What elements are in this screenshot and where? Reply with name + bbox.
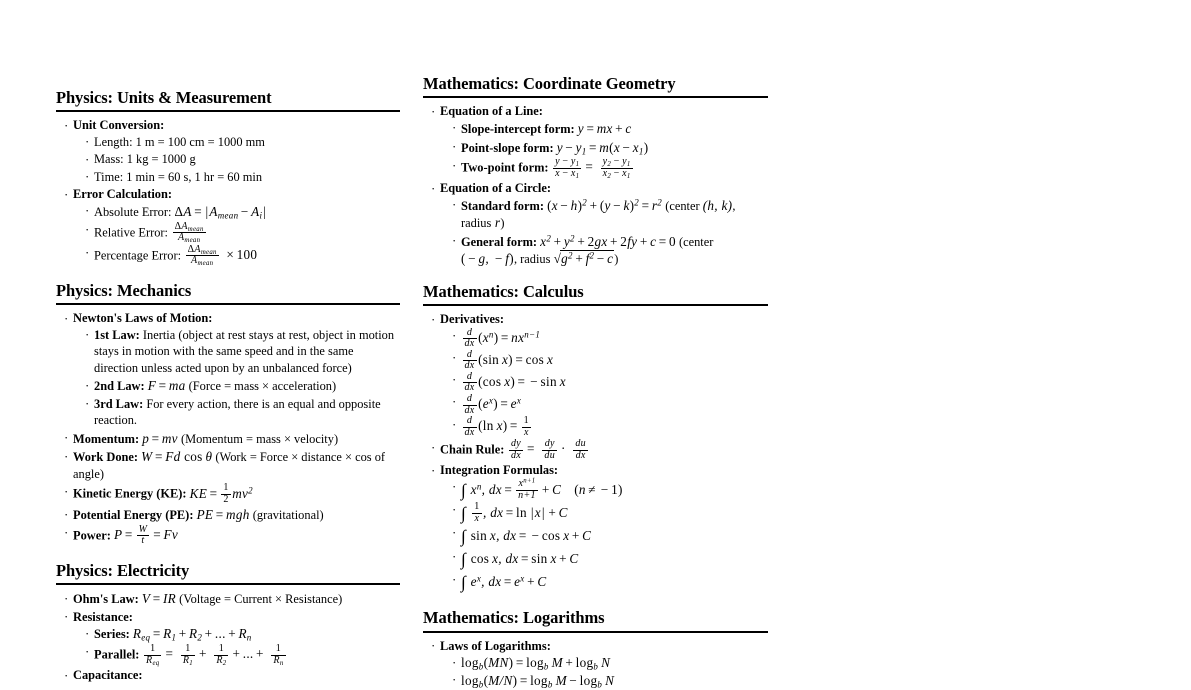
- list-item: [64, 590, 400, 608]
- item-label: Kinetic Energy (KE):: [73, 486, 187, 501]
- list-item: [64, 506, 400, 524]
- math-parallel-resistance: $\frac{1}{R_{eq}}$ = $\frac{1}{R_1}$ + $\frac{1}{R_2}$ + ... + $\frac{1}{R_n}$: [146, 642, 284, 667]
- item-label: Point-slope form:: [461, 140, 554, 155]
- item-list: [56, 590, 400, 683]
- list-item: [85, 245, 400, 267]
- item-text: (center (h, k),: [665, 197, 736, 213]
- math-series-resistance: $R_{eq} = R_1 + R_2$ + ... + $R_n$: [132, 626, 252, 643]
- list-item: [452, 525, 768, 548]
- item-label: Power:: [73, 528, 111, 543]
- list-item: [452, 502, 768, 525]
- math-kinetic-energy: KE = $\frac{1}{2}$ $mv^2$: [189, 482, 253, 505]
- sub-item-list: [73, 625, 400, 666]
- item-text: Absolute Error:: [94, 204, 172, 219]
- math-relative-error: $\frac{\Delta A_{mean}}{A_{mean}}$: [174, 220, 204, 244]
- item-text: (Voltage = Current × Resistance): [179, 592, 343, 607]
- list-item: [452, 372, 768, 394]
- math-integral-sin: ∫ sin x, dx = − cos x + C: [461, 525, 592, 546]
- math-circle-general: $x^2 + y^2 + 2gx + 2fy + c = 0$: [540, 233, 676, 249]
- section-rule: [423, 304, 768, 306]
- item-text: (Work = Force × distance × cos of angle): [73, 450, 386, 481]
- list-item: [431, 462, 768, 594]
- item-label: Two-point form:: [461, 160, 549, 175]
- math-log-product: $\log_b(MN) = \log_b M + \log_b N$: [461, 655, 611, 672]
- item-label: Standard form:: [461, 198, 544, 213]
- item-text: Time: 1 min = 60 s, 1 hr = 60 min: [94, 169, 263, 184]
- sub-item-list: [73, 134, 400, 186]
- sub-item-list: [440, 120, 768, 179]
- section-rule: [56, 303, 400, 305]
- item-label: Unit Conversion:: [73, 118, 165, 133]
- math-derivative-cos: · $\frac{d}{dx}$ (cos x) = − sin x: [464, 370, 566, 394]
- math-derivative-sin: · $\frac{d}{dx}$ (sin x) = cos x: [464, 348, 554, 372]
- list-item: [431, 638, 768, 690]
- left-column: [56, 0, 400, 683]
- math-integral-reciprocal: ∫ $\frac{1}{x}$ , dx = ln |x| + C: [461, 501, 568, 524]
- list-item: [452, 328, 768, 350]
- section-physics-mechanics: [56, 281, 400, 547]
- section-title: Mathematics: Logarithms: [423, 608, 605, 628]
- list-item: [85, 396, 400, 429]
- list-item: [452, 571, 768, 594]
- item-label: 1st Law:: [94, 327, 140, 342]
- list-item-clipped: [452, 672, 768, 690]
- math-potential-energy: PE = mgh: [196, 507, 250, 523]
- item-text: Relative Error:: [94, 224, 168, 239]
- math-momentum: p = mv: [142, 430, 178, 446]
- math-radius-r: r: [491, 215, 501, 231]
- item-label: Momentum:: [73, 431, 140, 446]
- section-math-logarithms: [423, 608, 768, 689]
- item-label: 3rd Law:: [94, 396, 144, 411]
- list-item: [431, 180, 768, 268]
- list-item: · General form: $x^2 + y^2 + 2gx + 2fy + c = 0$ (center ( − g, − f), radius $√g^2 + f^2 - c$): [452, 233, 768, 268]
- item-label: Error Calculation:: [73, 187, 173, 202]
- section-math-coordinate-geometry: [423, 74, 768, 268]
- list-item: [64, 609, 400, 666]
- list-item: [64, 186, 400, 266]
- math-circle-radius: $√g^2 + f^2 - c$: [553, 250, 614, 267]
- section-math-calculus: [423, 282, 768, 595]
- math-absolute-error: $\Delta A = |A_{mean} - A_i|$: [174, 203, 267, 221]
- item-label: Equation of a Line:: [440, 104, 543, 119]
- math-log-quotient: $\log_b(M/N) = \log_b M - \log_b N$: [461, 672, 615, 690]
- section-title: Mathematics: Calculus: [423, 281, 584, 301]
- math-chain-rule: $\frac{dy}{dx}$ = $\frac{dy}{du}$ · $\frac{du}{dx}$: [510, 438, 586, 461]
- section-rule: [56, 110, 400, 112]
- section-rule: [56, 583, 400, 585]
- item-label: Series:: [94, 627, 130, 642]
- list-item: [85, 151, 400, 168]
- list-item: [85, 222, 400, 244]
- list-item: [64, 448, 400, 482]
- sub-item-list: [440, 197, 768, 268]
- list-item: [85, 327, 400, 377]
- list-item: [452, 120, 768, 138]
- math-circle-standard: $(x - h)^2 + (y - k)^2 = r^2$: [547, 196, 663, 213]
- math-power: P = $\frac{W}{t}$ = Fv: [113, 523, 178, 547]
- list-item: [64, 310, 400, 429]
- list-item: [85, 644, 400, 666]
- math-point-slope: $y - y_1 = m(x - x_1)$: [556, 139, 649, 157]
- item-text: Inertia (object at rest stays at rest, object in motion stays in motion with the same speed and in the same direction unless acted upon by an unbalanced force): [94, 327, 395, 375]
- math-two-point: $\frac{y - y_1}{x - x_1}$ = $\frac{y_2 - y_1}{x_2 - x_1}$: [555, 156, 631, 180]
- sub-item-list: [73, 327, 400, 429]
- math-percentage-error: $\frac{\Delta A_{mean}}{A_{mean}}$ × 100: [187, 243, 258, 268]
- item-text: Percentage Error:: [94, 247, 182, 262]
- math-work-done: W = Fd cos θ: [141, 449, 213, 465]
- item-label: Newton's Laws of Motion:: [73, 311, 213, 326]
- math-hundred: 100: [236, 246, 258, 262]
- right-column: [423, 0, 768, 690]
- item-list: [56, 310, 400, 547]
- math-integral-power: ∫ $x^n$, dx = $\frac{x^{n+1}}{n+1}$ + C (n ≠ − 1): [461, 477, 623, 501]
- item-text: Mass: 1 kg = 1000 g: [94, 152, 196, 167]
- section-title: Physics: Mechanics: [56, 280, 192, 300]
- list-item: [64, 483, 400, 505]
- list-item: [85, 625, 400, 643]
- math-newton-second-law: F = ma: [147, 378, 186, 394]
- item-label: Parallel:: [94, 647, 140, 662]
- item-label: Potential Energy (PE):: [73, 508, 194, 523]
- item-label: 2nd Law:: [94, 379, 145, 394]
- section-title: Physics: Electricity: [56, 560, 190, 580]
- section-rule: [423, 631, 768, 633]
- list-item: [452, 157, 768, 179]
- item-label: Laws of Logarithms:: [440, 638, 551, 653]
- list-item: [431, 439, 768, 461]
- item-label: Work Done:: [73, 450, 139, 465]
- section-rule: [423, 96, 768, 98]
- section-title: Mathematics: Coordinate Geometry: [423, 74, 676, 93]
- list-item: [64, 117, 400, 185]
- section-title: Physics: Units & Measurement: [56, 88, 272, 107]
- list-item: [452, 479, 768, 502]
- list-item: · Standard form: $(x - h)^2 + (y - k)^2 = r^2$ (center (h, k), radius r): [452, 197, 768, 232]
- item-text-tail: , radius: [513, 252, 551, 267]
- section-physics-units: [56, 88, 400, 267]
- list-item: [452, 139, 768, 157]
- item-label: Ohm's Law:: [73, 592, 139, 607]
- item-text: (Momentum = mass × velocity): [180, 431, 339, 446]
- math-derivative-ln: · $\frac{d}{dx}$ (ln x) = $\frac{1}{x}$: [464, 415, 529, 438]
- sub-item-list: [440, 328, 768, 438]
- item-label: Slope-intercept form:: [461, 121, 575, 136]
- item-label: Equation of a Circle:: [440, 181, 551, 196]
- list-item: [452, 654, 768, 672]
- list-item: [452, 416, 768, 438]
- list-item: [85, 377, 400, 395]
- list-item: [85, 134, 400, 151]
- list-item: [452, 350, 768, 372]
- item-label: Resistance:: [73, 609, 133, 624]
- item-list: [423, 311, 768, 594]
- item-text: (gravitational): [252, 508, 324, 523]
- item-text: For every action, there is an equal and opposite reaction.: [94, 396, 381, 428]
- math-integral-exp: ∫ $e^x$, dx = $e^x + C$: [461, 572, 547, 593]
- list-item: [85, 203, 400, 221]
- section-physics-electricity: [56, 561, 400, 684]
- item-text: Length: 1 m = 100 cm = 1000 mm: [94, 134, 265, 149]
- item-label: Integration Formulas:: [440, 463, 559, 478]
- item-label: General form:: [461, 234, 538, 249]
- list-item: [64, 525, 400, 547]
- item-list: [56, 117, 400, 266]
- list-item: [85, 169, 400, 186]
- list-item: [452, 548, 768, 571]
- list-item: [431, 311, 768, 438]
- math-slope-intercept: y = mx + c: [577, 120, 632, 136]
- math-integral-cos: ∫ cos x, dx = sin x + C: [461, 549, 579, 570]
- sub-item-list: [440, 479, 768, 595]
- list-item: [452, 394, 768, 416]
- item-text-tail: radius: [461, 216, 492, 231]
- sub-item-list: [440, 654, 768, 689]
- item-list: [423, 638, 768, 690]
- item-label: Derivatives:: [440, 312, 504, 327]
- item-text: (center ( − g, − f): [461, 234, 714, 267]
- item-list: [423, 103, 768, 267]
- math-ohms-law: V = IR: [141, 591, 177, 607]
- list-item-clipped: [64, 667, 400, 684]
- item-label: Chain Rule:: [440, 442, 505, 457]
- item-text: (Force = mass × acceleration): [188, 379, 337, 394]
- list-item: [64, 430, 400, 448]
- item-label: Capacitance:: [73, 668, 143, 683]
- list-item: [431, 103, 768, 179]
- sub-item-list: [73, 203, 400, 267]
- math-derivative-exp: · $\frac{d}{dx}$ $(e^x) = e^x$: [464, 392, 522, 416]
- math-derivative-power: · $\frac{d}{dx}$ $(x^n) = nx^{n-1}$: [464, 326, 541, 350]
